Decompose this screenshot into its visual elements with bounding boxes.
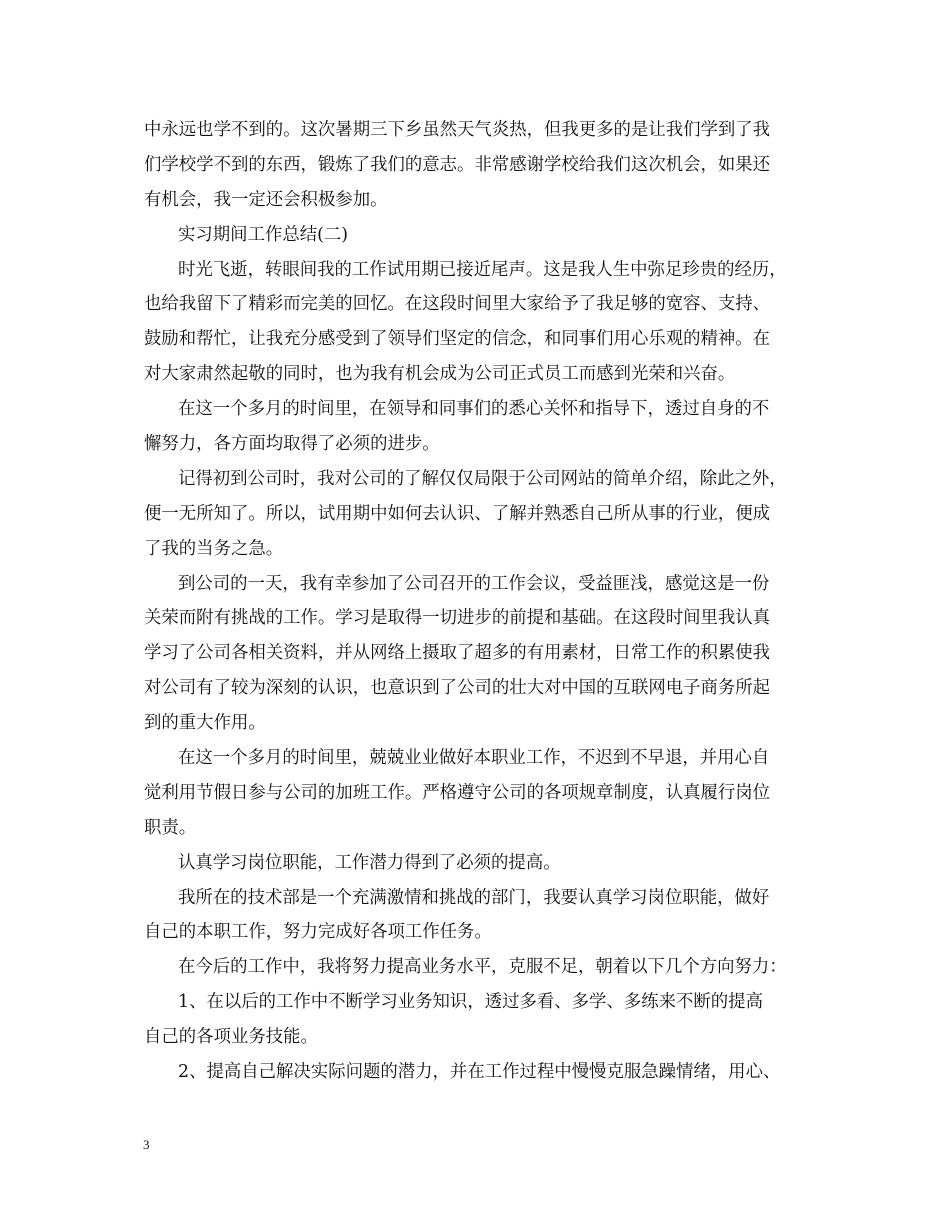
- text-line: 在这一个多月的时间里，在领导和同事们的悉心关怀和指导下，透过自身的不: [178, 399, 770, 420]
- document-body: [144, 113, 824, 1090]
- text-line: 了我的当务之急。: [144, 538, 284, 559]
- page-number: 3: [143, 1137, 150, 1152]
- text-line: 懈努力，各方面均取得了必须的进步。: [144, 434, 440, 455]
- text-line: 对大家肃然起敬的同时，也为我有机会成为公司正式员工而感到光荣和兴奋。: [144, 364, 736, 385]
- text-line: 到的重大作用。: [144, 713, 266, 734]
- text-line: 觉利用节假日参与公司的加班工作。严格遵守公司的各项规章制度，认真履行岗位: [144, 782, 771, 803]
- text-line: 认真学习岗位职能，工作潜力得到了必须的提高。: [178, 852, 561, 873]
- text-line: 在今后的工作中，我将努力提高业务水平，克服不足，朝着以下几个方向努力：: [178, 957, 787, 978]
- list-item: 1、在以后的工作中不断学习业务知识，透过多看、多学、多练来不断的提高: [178, 992, 763, 1013]
- text-line: 便一无所知了。所以，试用期中如何去认识、了解并熟悉自己所从事的行业，便成: [144, 503, 771, 524]
- text-line: 学习了公司各相关资料，并从网络上摄取了超多的有用素材，日常工作的积累使我: [144, 643, 771, 664]
- text-line: 鼓励和帮忙，让我充分感受到了领导们坚定的信念，和同事们用心乐观的精神。在: [144, 329, 771, 350]
- list-item: 2、提高自己解决实际问题的潜力，并在工作过程中慢慢克服急躁情绪，用心、: [178, 1062, 781, 1083]
- text-line: 我所在的技术部是一个充满激情和挑战的部门，我要认真学习岗位职能，做好: [178, 887, 770, 908]
- text-line: 有机会，我一定还会积极参加。: [144, 189, 388, 210]
- text-line: 职责。: [144, 817, 197, 838]
- list-item-continuation: 自己的各项业务技能。: [144, 1027, 318, 1048]
- text-line: 到公司的一天，我有幸参加了公司召开的工作会议，受益匪浅，感觉这是一份: [178, 573, 770, 594]
- text-line: 时光飞逝，转眼间我的工作试用期已接近尾声。这是我人生中弥足珍贵的经历，: [178, 259, 787, 280]
- text-line: 们学校学不到的东西，锻炼了我们的意志。非常感谢学校给我们这次机会，如果还: [144, 154, 771, 175]
- section-heading: 实习期间工作总结(二): [178, 224, 349, 245]
- text-line: 记得初到公司时，我对公司的了解仅仅局限于公司网站的简单介绍，除此之外，: [178, 468, 787, 489]
- text-line: 在这一个多月的时间里，兢兢业业做好本职业工作，不迟到不早退，并用心自: [178, 748, 770, 769]
- text-line: 对公司有了较为深刻的认识，也意识到了公司的壮大对中国的互联网电子商务所起: [144, 678, 771, 699]
- text-line: 也给我留下了精彩而完美的回忆。在这段时间里大家给予了我足够的宽容、支持、: [144, 294, 771, 315]
- text-line: 中永远也学不到的。这次暑期三下乡虽然天气炎热，但我更多的是让我们学到了我: [144, 120, 771, 140]
- text-line: 关荣而附有挑战的工作。学习是取得一切进步的前提和基础。在这段时间里我认真: [144, 608, 771, 629]
- text-line: 自己的本职工作，努力完成好各项工作任务。: [144, 922, 492, 943]
